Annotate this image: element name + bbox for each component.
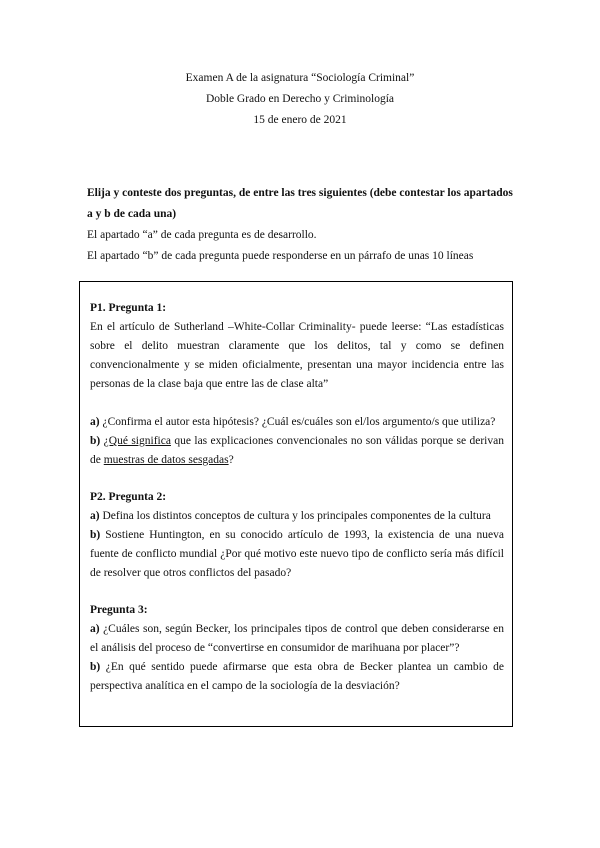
question-2-a: [90, 507, 504, 526]
question-1-b-text: que las explicaciones convencionales no son válidas porque se derivan de: [90, 435, 504, 466]
exam-date: 15 de enero de 2021: [253, 114, 347, 126]
instructions-b: El apartado “b” de cada pregunta puede responderse en un párrafo de unas 10 líneas: [87, 250, 474, 262]
part-b-label: b): [90, 661, 101, 673]
question-3-a-text: ¿Cuáles son, según Becker, los principales tipos de control que deben considerarse en el análisis del proceso de “convertirse en consumidor de marihuana por placer”?: [90, 623, 504, 654]
part-b-label: b): [90, 435, 101, 447]
question-1-b-underlined-1: ¿Qué significa: [103, 435, 171, 447]
question-1-intro: En el artículo de Sutherland –White-Collar Criminality- puede leerse: “Las estadísticas sobre el delito muestran claramente que los delitos, tal y como se definen convencionalmente y se miden oficialmente, presentan una mayor incidencia entre las personas de la clase baja que entre las de clase alta”: [90, 321, 504, 390]
part-b-label: b): [90, 529, 101, 541]
question-1: [90, 299, 504, 470]
part-a-label: a): [90, 416, 100, 428]
question-1-a: [90, 413, 504, 432]
question-3-a: [90, 620, 504, 658]
question-2-b: [90, 526, 504, 583]
question-3: [90, 601, 504, 696]
question-2-title: P2. Pregunta 2:: [90, 491, 167, 503]
question-3-title: Pregunta 3:: [90, 604, 148, 616]
question-3-b: [90, 658, 504, 696]
question-2-a-text: Defina los distintos conceptos de cultura y los principales componentes de la cultura: [99, 510, 491, 522]
part-a-label: a): [90, 623, 100, 635]
question-3-b-text: ¿En qué sentido puede afirmarse que esta obra de Becker plantea un cambio de perspectiva analítica en el campo de la sociología de la desviación?: [90, 661, 504, 692]
instructions: [87, 183, 517, 267]
exam-header: [0, 68, 600, 131]
question-1-title: P1. Pregunta 1:: [90, 302, 167, 314]
question-1-b: [90, 432, 504, 470]
instructions-main: Elija y conteste dos preguntas, de entre las tres siguientes (debe contestar los apartados a y b de cada una): [87, 187, 513, 220]
exam-title: Examen A de la asignatura “Sociología Criminal”: [185, 72, 415, 84]
part-a-label: a): [90, 510, 100, 522]
question-1-b-end: ?: [228, 454, 234, 466]
instructions-a: El apartado “a” de cada pregunta es de desarrollo.: [87, 229, 317, 241]
question-2-b-text: Sostiene Huntington, en su conocido artículo de 1993, la existencia de una nueva fuente de conflicto mundial ¿Por qué motivo este nuevo tipo de conflicto sería más difícil de resolver que otros conflictos del pasado?: [90, 529, 504, 579]
question-1-b-underlined-2: muestras de datos sesgadas: [103, 454, 229, 466]
degree-line: Doble Grado en Derecho y Criminología: [205, 93, 395, 105]
question-1-a-text: ¿Confirma el autor esta hipótesis? ¿Cuál es/cuáles son el/los argumento/s que utiliza?: [99, 416, 496, 428]
question-2: [90, 488, 504, 583]
questions-box: [79, 281, 513, 727]
